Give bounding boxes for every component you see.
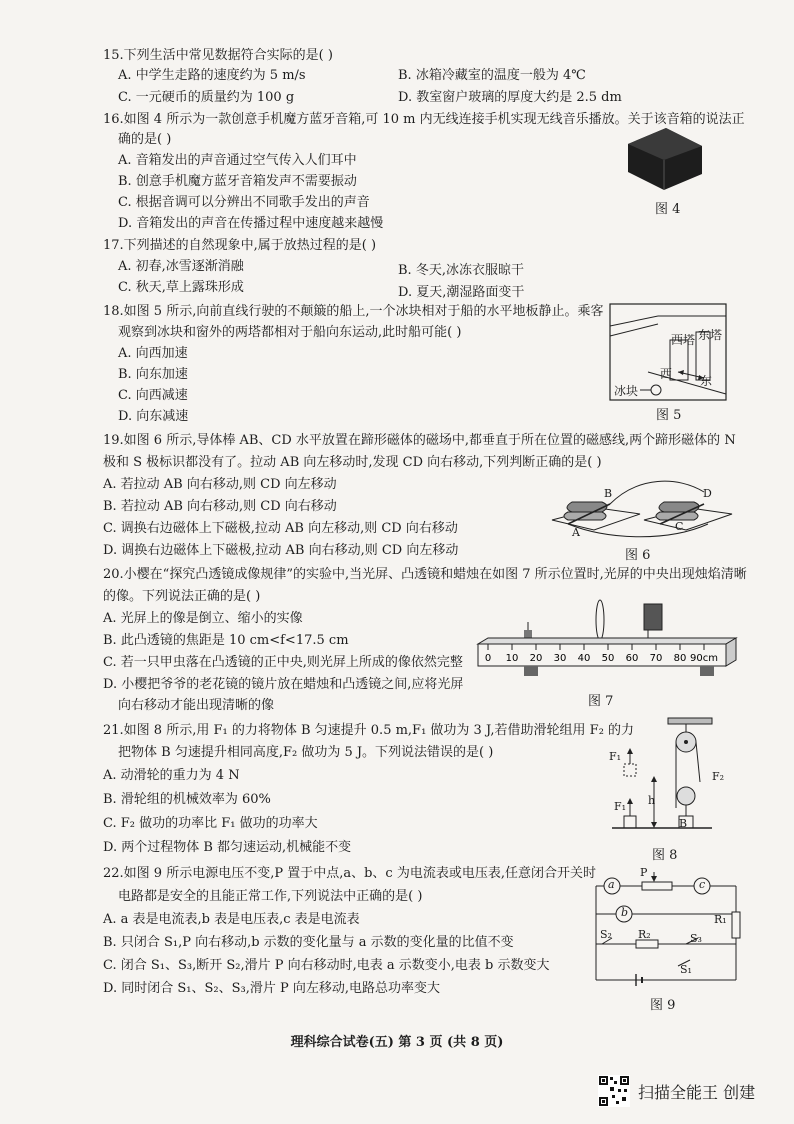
q18-option-c: C. 向西减速 [118, 388, 188, 403]
q20-option-c: C. 若一只甲虫落在凸透镜的正中央,则光屏上所成的像依然完整 [103, 655, 463, 670]
q19-option-a: A. 若拉动 AB 向右移动,则 CD 向左移动 [103, 477, 337, 492]
meter-a-label: a [608, 878, 615, 891]
fig5-west-dir: 西 [660, 367, 673, 381]
q16-stem-2: 确的是( ) [118, 132, 172, 147]
q21-stem-2: 把物体 B 匀速提升相同高度,F₂ 做功为 5 J。下列说法错误的是( ) [118, 745, 494, 760]
fig6-label-a: A [572, 526, 580, 539]
q22-option-b: B. 只闭合 S₁,P 向右移动,b 示数的变化量与 a 示数的变化量的比值不变 [103, 935, 514, 950]
q21-option-a: A. 动滑轮的重力为 4 N [103, 768, 240, 783]
q20-option-d-1: D. 小樱把爷爷的老花镜的镜片放在蜡烛和凸透镜之间,应将光屏 [103, 677, 464, 692]
s3-label: S₃ [690, 932, 702, 945]
figure-6-caption: 图 6 [625, 548, 651, 563]
figure-9-caption: 图 9 [650, 998, 676, 1013]
qr-code-icon [598, 1075, 630, 1107]
fig6-label-c: C [675, 520, 684, 533]
q19-option-b: B. 若拉动 AB 向右移动,则 CD 向右移动 [103, 499, 337, 514]
ruler-tick-label: 60 [625, 653, 639, 664]
q16-option-c: C. 根据音调可以分辨出不同歌手发出的声音 [118, 195, 370, 210]
q22-option-c: C. 闭合 S₁、S₃,断开 S₂,滑片 P 向右移动时,电表 a 示数变小,电表 b 示数变大 [103, 958, 550, 973]
q17-option-d: D. 夏天,潮湿路面变干 [398, 285, 525, 300]
scanner-watermark [598, 1075, 755, 1107]
pulley-figure [608, 716, 716, 840]
meter-b-label: b [621, 906, 629, 919]
figure-5-caption: 图 5 [656, 408, 682, 423]
q15-option-c: C. 一元硬币的质量约为 100 g [118, 90, 295, 105]
q21-option-c: C. F₂ 做功的功率比 F₁ 做功的功率大 [103, 816, 318, 831]
ruler-tick-label: 30 [553, 653, 567, 664]
q20-option-b: B. 此凸透镜的焦距是 10 cm<f<17.5 cm [103, 633, 349, 648]
fig8-label-b: B [679, 817, 688, 830]
ruler-tick-label: 40 [577, 653, 591, 664]
s1-label: S₁ [680, 963, 692, 976]
q17-option-a: A. 初春,冰雪逐渐消融 [118, 259, 244, 274]
fig5-east-dir: 东 [700, 374, 713, 388]
q19-option-d: D. 调换右边磁体上下磁极,拉动 AB 向右移动,则 CD 向左移动 [103, 543, 459, 558]
meter-c-label: c [699, 878, 706, 891]
q17-option-b: B. 冬天,冰冻衣服晾干 [398, 263, 524, 278]
q20-option-d-2: 向右移动才能出现清晰的像 [118, 698, 275, 713]
scanner-text: 扫描全能王 创建 [638, 1082, 756, 1102]
q18-option-b: B. 向东加速 [118, 367, 188, 382]
q19-stem-1: 19.如图 6 所示,导体棒 AB、CD 水平放置在蹄形磁体的磁场中,都垂直于所在位置的磁感线,两个蹄形磁体的 N [103, 433, 736, 448]
q18-option-d: D. 向东减速 [118, 409, 189, 424]
q16-option-a: A. 音箱发出的声音通过空气传入人们耳中 [118, 153, 357, 168]
q16-option-b: B. 创意手机魔方蓝牙音箱发声不需要振动 [118, 174, 357, 189]
ruler-tick-label: 50 [601, 653, 615, 664]
q20-stem-1: 20.小樱在“探究凸透镜成像规律”的实验中,当光屏、凸透镜和蜡烛在如图 7 所示位置时,光屏的中央出现烛焰清晰 [103, 567, 747, 582]
ruler-tick-label: 0 [484, 653, 492, 664]
fig5-east-label: 东塔 [698, 328, 723, 342]
fig8-label-f1-bottom: F₁ [614, 800, 627, 813]
fig5-east-tower-label: 西塔 [671, 333, 696, 347]
speaker-cube-figure [618, 122, 708, 194]
q19-stem-2: 极和 S 极标识都没有了。拉动 AB 向左移动时,发现 CD 向右移动,下列判断正确的是( ) [103, 455, 602, 470]
q18-stem-2: 观察到冰块和窗外的两塔都相对于船向东运动,此时船可能( ) [118, 325, 462, 340]
ruler-tick-label: 10 [505, 653, 519, 664]
q18-stem-1: 18.如图 5 所示,向前直线行驶的不颠簸的船上,一个冰块相对于船的水平地板静止。乘客 [103, 304, 604, 319]
q22-option-d: D. 同时闭合 S₁、S₂、S₃,滑片 P 向左移动,电路总功率变大 [103, 981, 440, 996]
q21-stem-1: 21.如图 8 所示,用 F₁ 的力将物体 B 匀速提升 0.5 m,F₁ 做功为 3 J,若借助滑轮组用 F₂ 的力 [103, 723, 635, 738]
fig8-label-h: h [648, 794, 656, 807]
q18-option-a: A. 向西加速 [118, 346, 188, 361]
q20-stem-2: 的像。下列说法正确的是( ) [103, 589, 261, 604]
figure-4-caption: 图 4 [655, 202, 681, 217]
s2-label: S₂ [600, 928, 612, 941]
q22-stem-1: 22.如图 9 所示电源电压不变,P 置于中点,a、b、c 为电流表或电压表,任意闭合开关时 [103, 866, 596, 881]
fig8-label-f1-top: F₁ [609, 750, 622, 763]
figure-7-caption: 图 7 [588, 694, 614, 709]
optical-bench-figure [474, 594, 740, 686]
r2-label: R₂ [638, 928, 651, 941]
q15-option-b: B. 冰箱冷藏室的温度一般为 4℃ [398, 68, 586, 83]
q19-option-c: C. 调换右边磁体上下磁极,拉动 AB 向左移动,则 CD 向右移动 [103, 521, 458, 536]
q17-option-c: C. 秋天,草上露珠形成 [118, 280, 244, 295]
ruler-tick-label: 70 [649, 653, 663, 664]
fig8-label-f2: F₂ [712, 770, 725, 783]
slider-p-label: P [640, 866, 648, 879]
r1-label: R₁ [714, 913, 727, 926]
q21-option-d: D. 两个过程物体 B 都匀速运动,机械能不变 [103, 840, 352, 855]
q15-stem: 15.下列生活中常见数据符合实际的是( ) [103, 48, 333, 63]
fig5-ice-label: 冰块 [614, 384, 639, 398]
q15-option-d: D. 教室窗户玻璃的厚度大约是 2.5 dm [398, 90, 622, 105]
q20-option-a: A. 光屏上的像是倒立、缩小的实像 [103, 611, 303, 626]
ruler-tick-label: 20 [529, 653, 543, 664]
ruler-tick-label: 80 [673, 653, 687, 664]
q22-stem-2: 电路都是安全的且能正常工作,下列说法中正确的是( ) [118, 889, 423, 904]
q17-stem: 17.下列描述的自然现象中,属于放热过程的是( ) [103, 238, 377, 253]
q16-stem-1: 16.如图 4 所示为一款创意手机魔方蓝牙音箱,可 10 m 内无线连接手机实现无线音乐播放。关于该音箱的说法正 [103, 112, 745, 127]
page-footer: 理科综合试卷(五) 第 3 页 (共 8 页) [290, 1035, 504, 1050]
q21-option-b: B. 滑轮组的机械效率为 60% [103, 792, 271, 807]
q16-option-d: D. 音箱发出的声音在传播过程中速度越来越慢 [118, 216, 384, 231]
q22-option-a: A. a 表是电流表,b 表是电压表,c 表是电流表 [103, 912, 360, 927]
q15-option-a: A. 中学生走路的速度约为 5 m/s [118, 68, 306, 83]
figure-8-caption: 图 8 [652, 848, 678, 863]
fig6-label-b: B [604, 487, 613, 500]
ruler-tick-label: 90cm [690, 653, 718, 664]
ruler-ticks [485, 644, 718, 664]
fig6-label-d: D [703, 487, 712, 500]
